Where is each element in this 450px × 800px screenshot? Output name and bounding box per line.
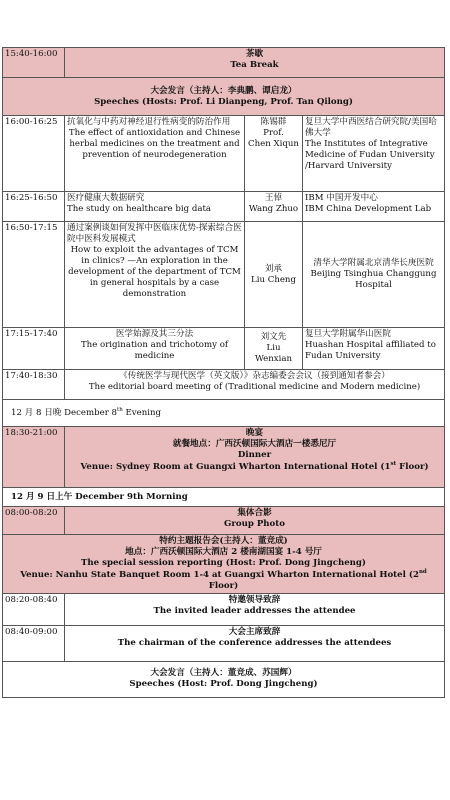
speaker-zh: 陈锡群 (260, 117, 287, 127)
institution-zh: 复旦大学附属华山医院 (305, 329, 391, 339)
group-photo-zh: 集体合影 (237, 508, 272, 518)
institution-en: The Institutes of Integrative Medicine of Fudan University /Harvard University (305, 139, 435, 171)
dinner-venue-en-text: Venue: Sydney Room at Guangxi Wharton International Hotel (1 (80, 461, 391, 472)
time-cell: 15:40-16:00 (3, 48, 65, 78)
talk-title-zh: 通过案例谈如何发挥中医临床优势-探索综合医院中医科发展模式 (67, 223, 242, 244)
speaker-en: Liu Wenxian (254, 343, 292, 364)
speeches-1-zh: 大会发言（主持人：李典鹏、谭启龙） (150, 85, 297, 96)
chairman-en: The chairman of the conference addresses the attendees (117, 637, 392, 648)
speaker-en: Chen Xiqun (248, 139, 299, 149)
special-venue-tail: Floor) (208, 580, 239, 591)
row-editorial-meeting (3, 370, 445, 400)
special-session-cell (3, 535, 445, 594)
time-cell: 17:40-18:30 (3, 370, 65, 400)
institution-en: Huashan Hospital affiliated to Fudan University (305, 340, 436, 361)
speaker-zh: 刘承 (264, 263, 283, 274)
day-8-tail: Evening (122, 407, 162, 418)
speaker-zh: 刘文先 (260, 332, 287, 342)
dinner-zh: 晚宴 (245, 428, 264, 438)
time-cell: 18:30-21:00 (3, 427, 65, 488)
row-chairman (3, 625, 445, 661)
dinner-en: Dinner (237, 450, 272, 460)
talk-title-en: The origination and trichotomy of medicine (80, 340, 229, 361)
day-8-sup: th (117, 407, 123, 414)
talk-title-cell (65, 328, 245, 370)
speaker-en: Wang Zhuo (248, 204, 299, 214)
invited-leader-en: The invited leader addresses the attendee (153, 605, 356, 616)
institution-zh: 复旦大学中西医结合研究院/美国哈佛大学 (305, 117, 437, 138)
special-session-en: The special session reporting (Host: Prof. Dong Jingcheng) (81, 558, 366, 568)
row-special-session (3, 535, 445, 594)
time-cell: 08:40-09:00 (3, 625, 65, 661)
talk-title-zh: 抗氧化与中药对神经退行性病变的防治作用 (67, 117, 231, 127)
dinner-cell (65, 427, 445, 488)
special-session-venue-zh: 地点：广西沃顿国际大酒店 2 楼南湖国宴 1-4 号厅 (125, 547, 322, 557)
time-cell: 16:25-16:50 (3, 192, 65, 222)
row-speeches-2 (3, 661, 445, 697)
invited-leader-cell (65, 593, 445, 625)
dinner-venue-en (67, 461, 442, 473)
chairman-zh: 大会主席致辞 (228, 626, 281, 637)
group-photo-en: Group Photo (224, 519, 285, 529)
time-cell: 08:00-08:20 (3, 507, 65, 535)
editorial-meeting-en: The editorial board meeting of (Traditional medicine and Modern medicine) (88, 382, 421, 392)
talk-title-cell (65, 116, 245, 192)
institution-cell (303, 222, 445, 328)
editorial-meeting-zh: 《传统医学与现代医学（英文版）》杂志编委会会议（接到通知者参会） (119, 371, 390, 381)
talk-title-zh: 医疗健康大数据研究 (67, 193, 145, 203)
institution-en: Beijing Tsinghua Changgung Hospital (310, 269, 437, 290)
tea-break-cell (65, 48, 445, 78)
chairman-cell (65, 625, 445, 661)
dinner-venue-zh: 就餐地点：广西沃顿国际大酒店一楼悉尼厅 (172, 439, 337, 449)
speaker-cell (245, 328, 303, 370)
tea-break-en: Tea Break (230, 60, 279, 70)
talk-title-en: How to exploit the advantages of TCM in clinics? —An exploration in the development of the department of TCM in general hospitals by a case demonstration (68, 245, 241, 299)
talk-title-cell (65, 192, 245, 222)
institution-en: IBM China Development Lab (305, 204, 432, 214)
row-talk-4 (3, 328, 445, 370)
row-speeches-1 (3, 78, 445, 116)
speeches-1-cell (3, 78, 445, 116)
special-session-zh: 特约主题报告会(主持人：董竞成) (159, 536, 288, 546)
speeches-1-en: Speeches (Hosts: Prof. Li Dianpeng, Prof. Tan Qilong) (94, 96, 353, 107)
row-day-8-evening (3, 400, 445, 427)
invited-leader-zh: 特邀领导致辞 (228, 594, 281, 605)
day-8-heading (3, 400, 445, 427)
speaker-cell (245, 116, 303, 192)
institution-cell (303, 116, 445, 192)
special-session-venue-en (5, 569, 442, 592)
institution-zh: IBM 中国开发中心 (305, 193, 378, 203)
row-day-9-morning (3, 488, 445, 507)
day-8-label: 12 月 8 日晚 December 8 (11, 407, 118, 418)
special-venue-en-text: Venue: Nanhu State Banquet Room 1-4 at Guangxi Wharton International Hotel (2 (20, 569, 419, 580)
tea-break-zh: 茶歇 (245, 49, 264, 59)
speaker-title: Prof. (263, 128, 284, 138)
institution-cell (303, 192, 445, 222)
editorial-meeting-cell (65, 370, 445, 400)
institution-zh: 清华大学附属北京清华长庚医院 (313, 258, 434, 268)
special-venue-sup: nd (418, 569, 427, 575)
speeches-2-en: Speeches (Host: Prof. Dong Jingcheng) (129, 679, 318, 690)
day-9-heading: 12 月 9 日上午 December 9th Morning (3, 488, 445, 507)
row-talk-2 (3, 192, 445, 222)
row-dinner (3, 427, 445, 488)
dinner-venue-sup: st (390, 461, 397, 467)
speaker-en: Liu Cheng (251, 274, 296, 285)
time-cell: 17:15-17:40 (3, 328, 65, 370)
speaker-cell (245, 192, 303, 222)
institution-cell (303, 328, 445, 370)
row-tea-break (3, 48, 445, 78)
talk-title-en: The effect of antioxidation and Chinese herbal medicines on the treatment and prevention of neurodegeneration (68, 128, 241, 160)
dinner-venue-tail: Floor) (396, 461, 429, 472)
speeches-2-cell (3, 661, 445, 697)
talk-title-zh: 医学始源及其三分法 (115, 329, 194, 339)
speeches-2-zh: 大会发言（主持人：董竞成、苏国辉） (150, 668, 297, 679)
speaker-cell (245, 222, 303, 328)
time-cell: 16:50-17:15 (3, 222, 65, 328)
time-cell: 08:20-08:40 (3, 593, 65, 625)
talk-title-en: The study on healthcare big data (67, 204, 212, 214)
row-group-photo (3, 507, 445, 535)
time-cell: 16:00-16:25 (3, 116, 65, 192)
schedule-table (2, 47, 445, 698)
row-talk-3 (3, 222, 445, 328)
row-invited-leader (3, 593, 445, 625)
speaker-zh: 王倬 (264, 193, 283, 203)
group-photo-cell (65, 507, 445, 535)
row-talk-1 (3, 116, 445, 192)
talk-title-cell (65, 222, 245, 328)
